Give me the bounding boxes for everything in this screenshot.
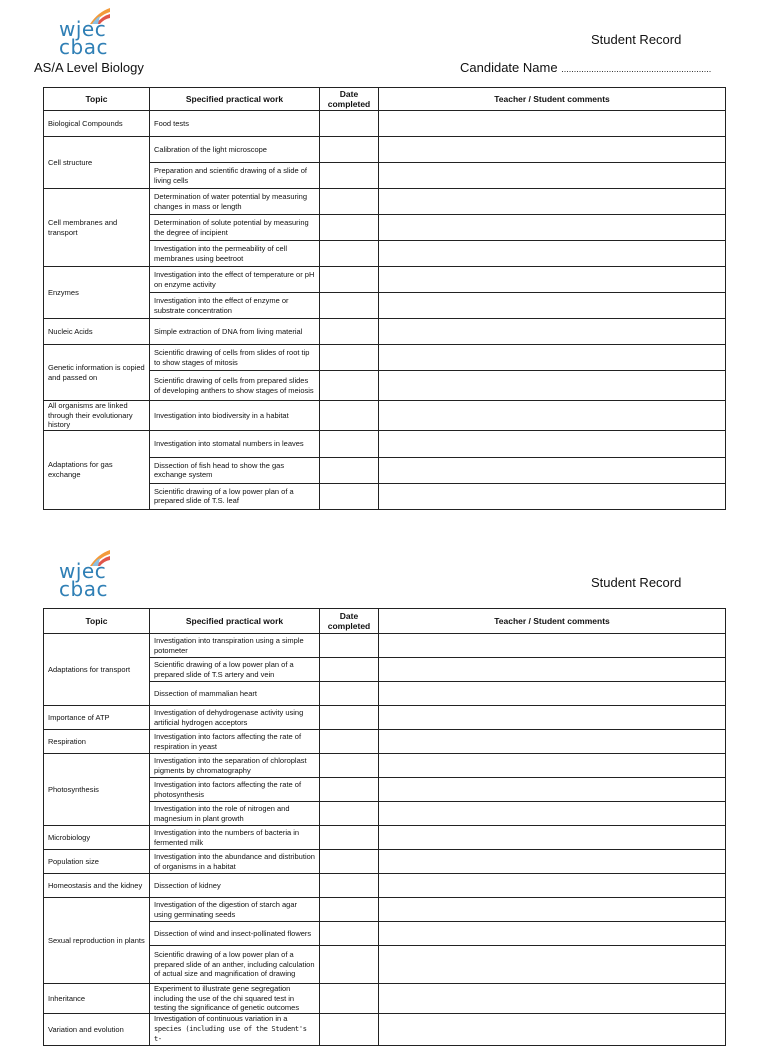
candidate-name-dots: ............................................................ [561, 64, 712, 74]
comment-cell[interactable] [379, 946, 726, 984]
comment-cell[interactable] [379, 215, 726, 241]
comment-cell[interactable] [379, 401, 726, 431]
topic-cell: Homeostasis and the kidney [44, 874, 150, 898]
practical-cell: Investigation into stomatal numbers in leaves [150, 430, 320, 457]
comment-cell[interactable] [379, 730, 726, 754]
comment-cell[interactable] [379, 241, 726, 267]
table-row [44, 898, 726, 922]
table-row [44, 754, 726, 778]
logo-wjec-text: wjec [59, 17, 107, 41]
table-row [44, 706, 726, 730]
date-cell[interactable] [320, 922, 379, 946]
comment-cell[interactable] [379, 850, 726, 874]
date-cell[interactable] [320, 430, 379, 457]
date-cell[interactable] [320, 137, 379, 163]
topic-cell: Genetic information is copied and passed on [44, 345, 150, 401]
topic-cell: Adaptations for transport [44, 634, 150, 706]
date-cell[interactable] [320, 778, 379, 802]
practical-cell: Scientific drawing of a low power plan of a prepared slide of an anther, including calculation of actual size and magnification of drawing [150, 946, 320, 984]
date-cell[interactable] [320, 267, 379, 293]
topic-cell: Photosynthesis [44, 754, 150, 826]
date-cell[interactable] [320, 754, 379, 778]
header-comments: Teacher / Student comments [379, 88, 726, 111]
topic-cell: All organisms are linked through their evolutionary history [44, 401, 150, 431]
comment-cell[interactable] [379, 682, 726, 706]
date-cell[interactable] [320, 401, 379, 431]
practical-cell: Experiment to illustrate gene segregation including the use of the chi squared test in testing the significance of genetic outcomes [150, 984, 320, 1014]
comment-cell[interactable] [379, 778, 726, 802]
comment-cell[interactable] [379, 371, 726, 401]
header-topic: Topic [44, 609, 150, 634]
table-header-row [44, 609, 726, 634]
practical-cell: Investigation into biodiversity in a habitat [150, 401, 320, 431]
practical-cell: Investigation into the abundance and distribution of organisms in a habitat [150, 850, 320, 874]
topic-cell: Nucleic Acids [44, 319, 150, 345]
practical-cell: Dissection of wind and insect-pollinated flowers [150, 922, 320, 946]
comment-cell[interactable] [379, 874, 726, 898]
date-cell[interactable] [320, 319, 379, 345]
comment-cell[interactable] [379, 802, 726, 826]
topic-cell: Biological Compounds [44, 111, 150, 137]
practical-cell: Investigation of the digestion of starch agar using germinating seeds [150, 898, 320, 922]
date-cell[interactable] [320, 730, 379, 754]
page-title: Student Record [591, 32, 682, 47]
table-row [44, 267, 726, 293]
logo-cbac-text: cbac [59, 577, 108, 601]
date-cell[interactable] [320, 345, 379, 371]
practical-cell: Investigation into the numbers of bacteria in fermented milk [150, 826, 320, 850]
date-cell[interactable] [320, 826, 379, 850]
date-cell[interactable] [320, 241, 379, 267]
table-row [44, 850, 726, 874]
comment-cell[interactable] [379, 754, 726, 778]
practical-handwritten-line: species (including use of the Student's t- [154, 1024, 307, 1043]
date-cell[interactable] [320, 984, 379, 1014]
comment-cell[interactable] [379, 457, 726, 483]
comment-cell[interactable] [379, 706, 726, 730]
comment-cell[interactable] [379, 634, 726, 658]
comment-cell[interactable] [379, 922, 726, 946]
practical-cell: Determination of water potential by measuring changes in mass or length [150, 189, 320, 215]
topic-cell: Cell structure [44, 137, 150, 189]
date-cell[interactable] [320, 457, 379, 483]
practical-cell: Dissection of kidney [150, 874, 320, 898]
topic-cell: Microbiology [44, 826, 150, 850]
candidate-name-field[interactable] [460, 60, 711, 75]
header-practical: Specified practical work [150, 609, 320, 634]
topic-cell: Adaptations for gas exchange [44, 430, 150, 509]
header-topic: Topic [44, 88, 150, 111]
practical-cell [150, 1014, 320, 1046]
comment-cell[interactable] [379, 267, 726, 293]
table-row [44, 137, 726, 163]
date-cell[interactable] [320, 682, 379, 706]
table-row [44, 345, 726, 371]
practical-cell: Investigation into the effect of temperature or pH on enzyme activity [150, 267, 320, 293]
comment-cell[interactable] [379, 483, 726, 509]
table-row [44, 319, 726, 345]
table-row [44, 111, 726, 137]
topic-cell: Variation and evolution [44, 1014, 150, 1046]
table-row [44, 634, 726, 658]
topic-cell: Importance of ATP [44, 706, 150, 730]
comment-cell[interactable] [379, 137, 726, 163]
table-header-row [44, 88, 726, 111]
comment-cell[interactable] [379, 984, 726, 1014]
comment-cell[interactable] [379, 293, 726, 319]
comment-cell[interactable] [379, 111, 726, 137]
practical-cell: Investigation into the role of nitrogen and magnesium in plant growth [150, 802, 320, 826]
date-cell[interactable] [320, 874, 379, 898]
table-row [44, 826, 726, 850]
practical-cell: Investigation into transpiration using a simple potometer [150, 634, 320, 658]
practical-cell: Scientific drawing of cells from slides of root tip to show stages of mitosis [150, 345, 320, 371]
table-row [44, 730, 726, 754]
header-date: Date completed [320, 88, 379, 111]
topic-cell: Population size [44, 850, 150, 874]
practical-cell: Dissection of mammalian heart [150, 682, 320, 706]
date-cell[interactable] [320, 946, 379, 984]
date-cell[interactable] [320, 293, 379, 319]
comment-cell[interactable] [379, 658, 726, 682]
date-cell[interactable] [320, 1014, 379, 1046]
date-cell[interactable] [320, 483, 379, 509]
table-row [44, 874, 726, 898]
practical-record-table-1 [43, 87, 726, 510]
date-cell[interactable] [320, 898, 379, 922]
practical-text-line: Investigation of continuous variation in a [154, 1014, 288, 1023]
comment-cell[interactable] [379, 319, 726, 345]
header-date: Date completed [320, 609, 379, 634]
topic-cell: Cell membranes and transport [44, 189, 150, 267]
topic-cell: Sexual reproduction in plants [44, 898, 150, 984]
practical-cell: Determination of solute potential by measuring the degree of incipient [150, 215, 320, 241]
topic-cell: Inheritance [44, 984, 150, 1014]
comment-cell[interactable] [379, 898, 726, 922]
logo-wjec-text: wjec [59, 559, 107, 583]
date-cell[interactable] [320, 215, 379, 241]
wjec-cbac-logo [56, 548, 116, 602]
table-row [44, 189, 726, 215]
page-title: Student Record [591, 575, 682, 590]
practical-cell: Investigation into the permeability of cell membranes using beetroot [150, 241, 320, 267]
table-row [44, 430, 726, 457]
practical-cell: Scientific drawing of a low power plan of a prepared slide of T.S artery and vein [150, 658, 320, 682]
practical-cell: Simple extraction of DNA from living material [150, 319, 320, 345]
comment-cell[interactable] [379, 345, 726, 371]
practical-cell: Scientific drawing of cells from prepared slides of developing anthers to show stages of meiosis [150, 371, 320, 401]
comment-cell[interactable] [379, 430, 726, 457]
header-practical: Specified practical work [150, 88, 320, 111]
comment-cell[interactable] [379, 189, 726, 215]
table-row [44, 984, 726, 1014]
practical-cell: Preparation and scientific drawing of a slide of living cells [150, 163, 320, 189]
date-cell[interactable] [320, 706, 379, 730]
date-cell[interactable] [320, 802, 379, 826]
practical-cell: Food tests [150, 111, 320, 137]
topic-cell: Enzymes [44, 267, 150, 319]
practical-record-table-2 [43, 608, 726, 1046]
practical-cell: Calibration of the light microscope [150, 137, 320, 163]
practical-cell: Investigation of dehydrogenase activity using artificial hydrogen acceptors [150, 706, 320, 730]
practical-cell: Investigation into the separation of chloroplast pigments by chromatography [150, 754, 320, 778]
date-cell[interactable] [320, 371, 379, 401]
practical-cell: Dissection of fish head to show the gas exchange system [150, 457, 320, 483]
date-cell[interactable] [320, 111, 379, 137]
practical-cell: Scientific drawing of a low power plan of a prepared slide of T.S. leaf [150, 483, 320, 509]
logo-cbac-text: cbac [59, 35, 108, 59]
subject-label: AS/A Level Biology [34, 60, 144, 75]
header-comments: Teacher / Student comments [379, 609, 726, 634]
practical-cell: Investigation into the effect of enzyme or substrate concentration [150, 293, 320, 319]
table-row [44, 1014, 726, 1046]
date-cell[interactable] [320, 850, 379, 874]
practical-cell: Investigation into factors affecting the rate of photosynthesis [150, 778, 320, 802]
table-row [44, 401, 726, 431]
comment-cell[interactable] [379, 826, 726, 850]
date-cell[interactable] [320, 163, 379, 189]
date-cell[interactable] [320, 658, 379, 682]
candidate-name-label: Candidate Name [460, 60, 558, 75]
date-cell[interactable] [320, 634, 379, 658]
practical-cell: Investigation into factors affecting the rate of respiration in yeast [150, 730, 320, 754]
topic-cell: Respiration [44, 730, 150, 754]
wjec-cbac-logo [56, 6, 116, 60]
date-cell[interactable] [320, 189, 379, 215]
comment-cell[interactable] [379, 163, 726, 189]
comment-cell[interactable] [379, 1014, 726, 1046]
